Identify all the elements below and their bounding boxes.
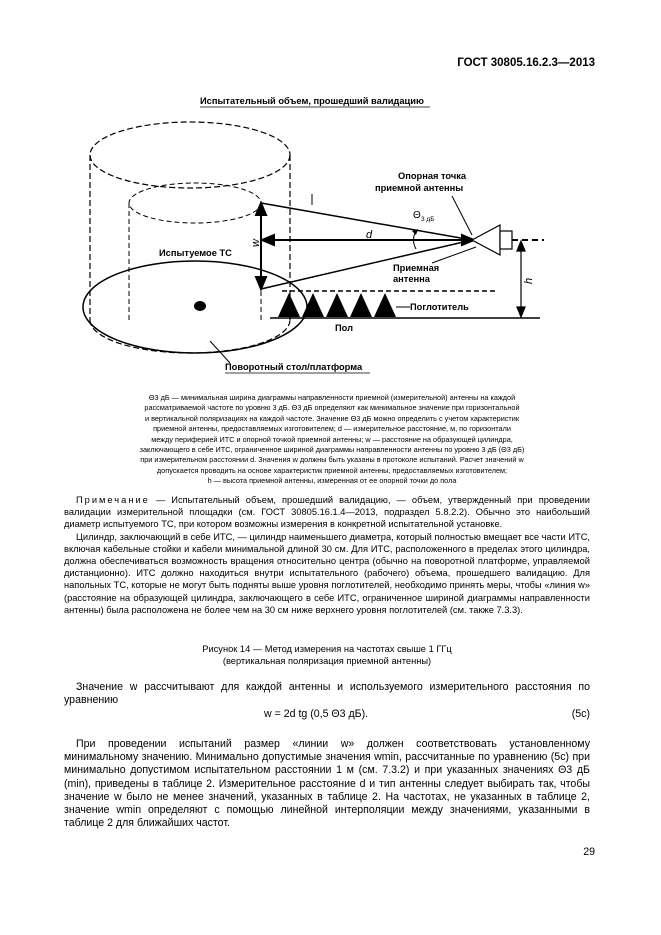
leader-reference-point xyxy=(452,196,472,235)
legend-line: при измерительном расстоянии d. Значения w должны быть указаны в протоколе испытаний. Расчет значений w xyxy=(140,455,524,465)
eut-center-dot xyxy=(194,301,206,311)
body-paragraph-1: Значение w рассчитывают для каждой антенны и используемого измерительного расстояния по уравнению xyxy=(64,681,590,707)
standard-header: ГОСТ 30805.16.2.3—2013 xyxy=(457,57,595,69)
label-rx-antenna-1: Приемная xyxy=(393,263,440,273)
label-rx-antenna-2: антенна xyxy=(393,274,430,284)
label-test-volume: Испытательный объем, прошедший валидацию xyxy=(200,96,424,106)
legend-line: и вертикальной поляризациях на каждой частоте. Значение Θ3 дБ можно определить с учетом характеристик xyxy=(144,413,520,423)
legend-line: приемной антенны, предоставляемых изготовителем; d — измерительное расстояние, м, по горизонтали xyxy=(153,424,511,434)
legend-line: между периферией ИТС и опорной точкой приемной антенны; w — расстояние на образующей цилиндра, xyxy=(151,434,513,444)
figure-title-line-1: Рисунок 14 — Метод измерения на частотах свыше 1 ГГц xyxy=(202,644,452,654)
receive-antenna xyxy=(472,225,512,255)
body-paragraph-2: При проведении испытаний размер «линии w» должен соответствовать установленному минимальному значению. Минимально допустимые значения wmin, рассчитанные по уравнению (5c) при минимально допустимом испытательном расстоянии 1 м (см. 7.3.2) и при указанных значениях Θ3 дБ (min), приведены в таблице 2. Измерительное расстояние d и тип антенны следует выбирать так, чтобы значение w было не менее значений, указанных в таблице 2. На частотах, не указанных в таблице 2, значение wmin определяют с помощью линейной интерполяции между значениями, указанными в таблице 2 для ближайших частот. xyxy=(64,738,590,830)
label-d: d xyxy=(366,229,373,241)
legend-line: Θ3 дБ — минимальная ширина диаграммы направленности приемной (измерительной) антенны на каждой xyxy=(148,393,516,402)
body-paragraph-1-block xyxy=(64,681,590,707)
label-h: h xyxy=(523,277,535,284)
label-eut: Испытуемое ТС xyxy=(159,248,232,258)
formula-number: (5c) xyxy=(571,708,590,720)
label-w: w xyxy=(250,239,262,247)
figure-legend xyxy=(76,393,588,487)
beam-lines xyxy=(261,203,472,289)
legend-line: рассматриваемой частоте по уровню 3 дБ. Θ3 дБ определяют как минимальное значение при горизонтальной xyxy=(144,403,520,413)
label-floor: Пол xyxy=(335,323,354,333)
label-theta-sub: 3 дБ xyxy=(421,216,435,223)
legend-line: h — высота приемной антенны, измеренная от ее опорной точки до пола xyxy=(207,476,457,486)
formula: w = 2d tg (0,5 Θ3 дБ). xyxy=(264,708,369,720)
leader-rx-antenna xyxy=(432,247,476,263)
label-reference-point-2: приемной антенны xyxy=(375,183,464,193)
figure-title xyxy=(64,643,590,667)
figure-title-line-2: (вертикальная поляризация приемной антенны) xyxy=(222,656,432,666)
body-paragraph-2-block xyxy=(64,738,590,830)
note-section xyxy=(64,494,590,616)
legend-line: допускается проводить на основе характеристик приемной антенны, предоставляемых изготовителем; xyxy=(156,465,508,475)
note-label: Примечание xyxy=(76,495,150,505)
note-paragraph-2: Цилиндр, заключающий в себе ИТС, — цилиндр наименьшего диаметра, который полностью вмещает все части ИТС, включая кабельные стойки и кабели минимальной длиной 30 см. Для ИТС, расположенного в пределах этого цилиндра, должна обеспечиваться возможность вращения относительно центра (обычно на поворотной платформе, управляемой дистанционно). ИТС должно находиться внутри испытательного (рабочего) объема, прошедшего валидацию. Для напольных ТС, которые не могут быть подняты выше уровня поглотителей, необходимо принять меры, чтобы «линия w» (расстояние на образующей цилиндра, заключающего в себе ИТС, ограниченное шириной диаграммы направленности антенны) была расположена не более чем на 30 см ниже верхнего уровня поглотителей (см. также 7.3.3). xyxy=(64,531,590,615)
label-theta: Θ xyxy=(413,210,421,221)
measurement-figure xyxy=(80,85,550,385)
label-absorber: Поглотитель xyxy=(410,302,469,312)
label-turntable: Поворотный стол/платформа xyxy=(225,362,363,372)
note-paragraph-1: — Испытательный объем, прошедший валидацию, — объем, утвержденный при проведении валидации измерительной площадки (см. ГОСТ 30805.16.1.4—2013, подраздел 5.8.2.2). Обычно это наибольший диаметр испытуемого ТС, при котором возможны измерения в конкретной испытательной установке. xyxy=(64,495,590,530)
page-number: 29 xyxy=(583,846,595,858)
absorber-row xyxy=(278,293,396,317)
formula-row xyxy=(64,708,590,722)
label-reference-point-1: Опорная точка xyxy=(398,171,467,181)
legend-line: заключающего в себе ИТС, ограниченное шириной диаграммы направленности антенны по уровню 3 дБ (Θ3 дБ) xyxy=(139,445,525,455)
